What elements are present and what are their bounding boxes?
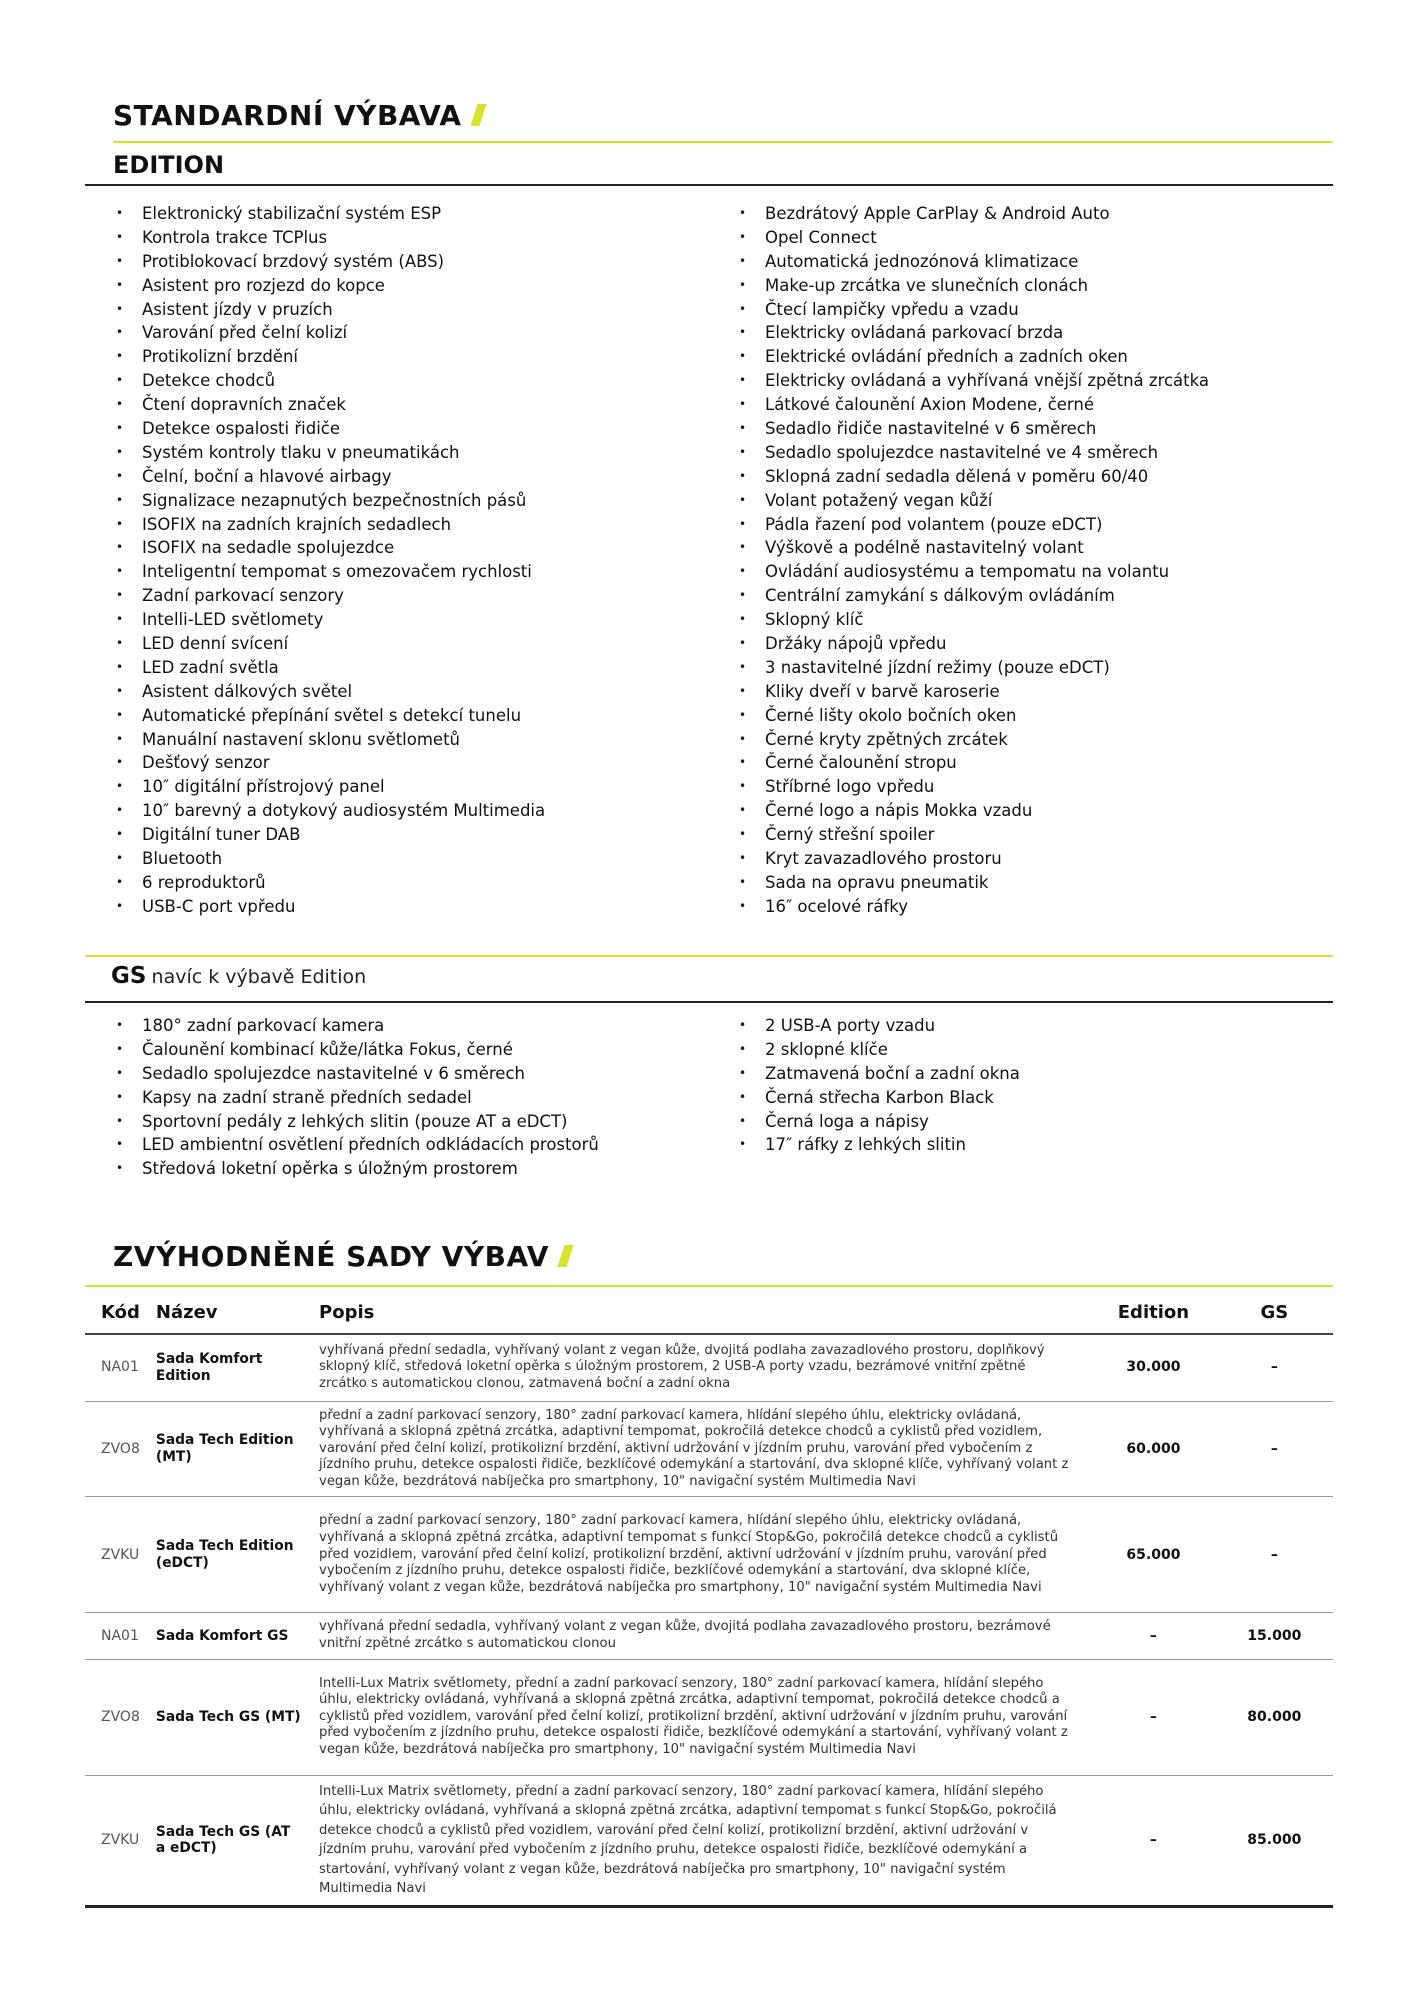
list-item: • Asistent pro rozjezd do kopce (113, 274, 545, 298)
list-item: • Asistent jízdy v pruzích (113, 298, 545, 322)
list-item: • Zatmavená boční a zadní okna (736, 1062, 1020, 1086)
list-item: • Automatické přepínání světel s detekcí tunelu (113, 704, 545, 728)
list-item: • Sada na opravu pneumatik (736, 871, 1209, 895)
list-item: • Čtecí lampičky vpředu a vzadu (736, 298, 1209, 322)
list-item: • Inteligentní tempomat s omezovačem rychlosti (113, 560, 545, 584)
list-item: • 2 sklopné klíče (736, 1038, 1020, 1062)
list-item: • Dešťový senzor (113, 751, 545, 775)
list-item: • Stříbrné logo vpředu (736, 775, 1209, 799)
table-row (85, 1613, 1333, 1659)
row-edition-price: – (1091, 1659, 1215, 1775)
list-item: • 2 USB-A porty vzadu (736, 1014, 1020, 1038)
list-item: • Pádla řazení pod volantem (pouze eDCT) (736, 513, 1209, 537)
packages-title-text: ZVÝHODNĚNÉ SADY VÝBAV (113, 1240, 549, 1273)
row-code: ZVO8 (85, 1659, 140, 1775)
row-edition-price: – (1091, 1775, 1215, 1906)
list-item: • 10″ digitální přístrojový panel (113, 775, 545, 799)
list-item: • Sedadlo spolujezdce nastavitelné v 6 směrech (113, 1062, 599, 1086)
row-desc: vyhřívaná přední sedadla, vyhřívaný volant z vegan kůže, dvojitá podlaha zavazadlového prostoru, bezrámové vnitřní zpětné zrcátko s automatickou clonou (303, 1613, 1091, 1659)
gs-accent-rule (85, 955, 1333, 957)
gs-rule (85, 1001, 1333, 1003)
list-item: • Černé lišty okolo bočních oken (736, 704, 1209, 728)
table-row (85, 1497, 1333, 1613)
list-item: • Systém kontroly tlaku v pneumatikách (113, 441, 545, 465)
gs-list-right (736, 1014, 1020, 1157)
row-desc: vyhřívaná přední sedadla, vyhřívaný volant z vegan kůže, dvojitá podlaha zavazadlového prostoru, doplňkový sklopný klíč, středová loketní opěrka s úložným prostorem, 2 USB-A porty vzadu, bezrámové vnitřní zpětné zrcátko s automatickou clonou, zatmavená boční a zadní okna (303, 1334, 1091, 1401)
list-item: • Elektrické ovládání předních a zadních oken (736, 345, 1209, 369)
table-row (85, 1401, 1333, 1497)
row-name: Sada Tech GS (MT) (140, 1659, 303, 1775)
row-name: Sada Komfort GS (140, 1613, 303, 1659)
row-code: ZVO8 (85, 1401, 140, 1497)
gs-title-text: GS (111, 963, 147, 989)
list-item: • Výškově a podélně nastavitelný volant (736, 536, 1209, 560)
gs-title (111, 963, 366, 989)
row-gs-price: 80.000 (1216, 1659, 1333, 1775)
list-item: • Černá střecha Karbon Black (736, 1086, 1020, 1110)
accent-rule (113, 141, 1333, 143)
list-item: • Ovládání audiosystému a tempomatu na volantu (736, 560, 1209, 584)
list-item: • Černé čalounění stropu (736, 751, 1209, 775)
list-item: • ISOFIX na zadních krajních sedadlech (113, 513, 545, 537)
row-code: ZVKU (85, 1775, 140, 1906)
list-item: • Protiblokovací brzdový systém (ABS) (113, 250, 545, 274)
row-gs-price: 85.000 (1216, 1775, 1333, 1906)
list-item: • Černá loga a nápisy (736, 1110, 1020, 1134)
list-item: • Sportovní pedály z lehkých slitin (pouze AT a eDCT) (113, 1110, 599, 1134)
standard-title-text: STANDARDNÍ VÝBAVA (113, 99, 462, 132)
row-gs-price: – (1216, 1497, 1333, 1613)
list-item: • Bluetooth (113, 847, 545, 871)
accent-slash-icon (470, 104, 486, 126)
list-item: • ISOFIX na sedadle spolujezdce (113, 536, 545, 560)
table-row (85, 1334, 1333, 1401)
list-item: • Sedadlo spolujezdce nastavitelné ve 4 směrech (736, 441, 1209, 465)
list-item: • Černé kryty zpětných zrcátek (736, 728, 1209, 752)
list-item: • 10″ barevný a dotykový audiosystém Multimedia (113, 799, 545, 823)
edition-title: EDITION (113, 151, 225, 179)
list-item: • 3 nastavitelné jízdní režimy (pouze eDCT) (736, 656, 1209, 680)
list-item: • Detekce chodců (113, 369, 545, 393)
list-item: • Elektronický stabilizační systém ESP (113, 202, 545, 226)
row-edition-price: 60.000 (1091, 1401, 1215, 1497)
edition-rule (85, 184, 1333, 186)
list-item: • Signalizace nezapnutých bezpečnostních pásů (113, 489, 545, 513)
standard-title (113, 99, 483, 132)
list-item: • 180° zadní parkovací kamera (113, 1014, 599, 1038)
header-name: Název (155, 1301, 218, 1323)
list-item: • Sklopný klíč (736, 608, 1209, 632)
list-item: • USB-C port vpředu (113, 895, 545, 919)
row-gs-price: – (1216, 1401, 1333, 1497)
list-item: • Elektricky ovládaná a vyhřívaná vnější zpětná zrcátka (736, 369, 1209, 393)
edition-list-right (736, 202, 1209, 919)
row-desc: Intelli-Lux Matrix světlomety, přední a zadní parkovací senzory, 180° zadní parkovací kamera, hlídání slepého úhlu, elektricky ovládaná, vyhřívaná a sklopná zpětná zrcátka, adaptivní tempomat, pokročilá detekce chodců a cyklistů před vozidlem, varování před čelní kolizí, protikolizní brzdění, aktivní udržování v jízdním pruhu, varování před vybočením z jízdního pruhu, detekce ospalosti řidiče, bezklíčové odemykání a startování, vyhřívaný volant z vegan kůže, bezdrátová nabíječka pro smartphony, 10" navigační systém Multimedia Navi (303, 1659, 1091, 1775)
list-item: • Protikolizní brzdění (113, 345, 545, 369)
row-name: Sada Komfort Edition (140, 1334, 303, 1401)
row-edition-price: 65.000 (1091, 1497, 1215, 1613)
packages-title (113, 1240, 570, 1273)
row-code: ZVKU (85, 1497, 140, 1613)
list-item: • Čalounění kombinací kůže/látka Fokus, černé (113, 1038, 599, 1062)
list-item: • Asistent dálkových světel (113, 680, 545, 704)
list-item: • Detekce ospalosti řidiče (113, 417, 545, 441)
row-gs-price: 15.000 (1216, 1613, 1333, 1659)
header-desc: Popis (319, 1301, 375, 1323)
list-item: • Opel Connect (736, 226, 1209, 250)
list-item: • Černý střešní spoiler (736, 823, 1209, 847)
row-edition-price: – (1091, 1613, 1215, 1659)
list-item: • Sedadlo řidiče nastavitelné v 6 směrech (736, 417, 1209, 441)
gs-subtitle: navíc k výbavě Edition (151, 966, 367, 988)
list-item: • 17″ ráfky z lehkých slitin (736, 1133, 1020, 1157)
list-item: • LED ambientní osvětlení předních odkládacích prostorů (113, 1133, 599, 1157)
row-desc: přední a zadní parkovací senzory, 180° zadní parkovací kamera, hlídání slepého úhlu, elektricky ovládaná, vyhřívaná a sklopná zpětná zrcátka, adaptivní tempomat s funkcí Stop&Go, pokročilá detekce chodců a cyklistů před vozidlem, varování před čelní kolizí, protikolizní brzdění, aktivní udržování v jízdním pruhu, varování před vybočením z jízdního pruhu, detekce ospalosti řidiče, bezklíčové odemykání a startování, dva sklopné klíče, vyhřívaný volant z vegan kůže, bezdrátová nabíječka pro smartphony, 10" navigační systém Multimedia Navi (303, 1497, 1091, 1613)
list-item: • Bezdrátový Apple CarPlay & Android Auto (736, 202, 1209, 226)
list-item: • Čelní, boční a hlavové airbagy (113, 465, 545, 489)
list-item: • Čtení dopravních značek (113, 393, 545, 417)
row-gs-price: – (1216, 1334, 1333, 1401)
packages-table (85, 1291, 1333, 1908)
row-code: NA01 (85, 1334, 140, 1401)
table-row (85, 1775, 1333, 1906)
list-item: • Manuální nastavení sklonu světlometů (113, 728, 545, 752)
list-item: • 6 reproduktorů (113, 871, 545, 895)
list-item: • Make-up zrcátka ve slunečních clonách (736, 274, 1209, 298)
row-name: Sada Tech Edition (eDCT) (140, 1497, 303, 1613)
list-item: • Látkové čalounění Axion Modene, černé (736, 393, 1209, 417)
list-item: • Kontrola trakce TCPlus (113, 226, 545, 250)
row-desc: Intelli-Lux Matrix světlomety, přední a zadní parkovací senzory, 180° zadní parkovací kamera, hlídání slepého úhlu, elektricky ovládaná, vyhřívaná a sklopná zpětná zrcátka, adaptivní tempomat s funkcí Stop&Go, pokročilá detekce chodců a cyklistů před vozidlem, varování před čelní kolizí, protikolizní brzdění, aktivní udržování v jízdním pruhu, varování před vybočením z jízdního pruhu, detekce ospalosti řidiče, bezklíčové odemykání a startování, vyhřívaný volant z vegan kůže, bezdrátová nabíječka pro smartphony, 10" navigační systém Multimedia Navi (303, 1775, 1091, 1906)
list-item: • Varování před čelní kolizí (113, 321, 545, 345)
list-item: • 16″ ocelové ráfky (736, 895, 1209, 919)
list-item: • Centrální zamykání s dálkovým ovládáním (736, 584, 1209, 608)
list-item: • Elektricky ovládaná parkovací brzda (736, 321, 1209, 345)
gs-list-left (113, 1014, 599, 1181)
list-item: • Zadní parkovací senzory (113, 584, 545, 608)
list-item: • Středová loketní opěrka s úložným prostorem (113, 1157, 599, 1181)
header-gs: GS (1260, 1301, 1289, 1323)
list-item: • Digitální tuner DAB (113, 823, 545, 847)
packages-accent-rule (85, 1285, 1333, 1287)
list-item: • Držáky nápojů vpředu (736, 632, 1209, 656)
header-code: Kód (101, 1301, 140, 1323)
list-item: • Automatická jednozónová klimatizace (736, 250, 1209, 274)
row-name: Sada Tech GS (AT a eDCT) (140, 1775, 303, 1906)
list-item: • Sklopná zadní sedadla dělená v poměru 60/40 (736, 465, 1209, 489)
accent-slash-icon (557, 1245, 573, 1267)
list-item: • Intelli-LED světlomety (113, 608, 545, 632)
row-code: NA01 (85, 1613, 140, 1659)
list-item: • Kapsy na zadní straně předních sedadel (113, 1086, 599, 1110)
table-header-row (85, 1291, 1333, 1334)
edition-list-left (113, 202, 545, 919)
list-item: • Volant potažený vegan kůží (736, 489, 1209, 513)
row-edition-price: 30.000 (1091, 1334, 1215, 1401)
list-item: • LED zadní světla (113, 656, 545, 680)
list-item: • Kliky dveří v barvě karoserie (736, 680, 1209, 704)
list-item: • Černé logo a nápis Mokka vzadu (736, 799, 1209, 823)
list-item: • LED denní svícení (113, 632, 545, 656)
row-desc: přední a zadní parkovací senzory, 180° zadní parkovací kamera, hlídání slepého úhlu, elektricky ovládaná, vyhřívaná a sklopná zpětná zrcátka, adaptivní tempomat, pokročilá detekce chodců a cyklistů před vozidlem, varování před čelní kolizí, protikolizní brzdění, aktivní udržování v jízdním pruhu, varování před vybočením z jízdního pruhu, detekce ospalosti řidiče, bezklíčové odemykání a startování, dva sklopné klíče, vyhřívaný volant z vegan kůže, bezdrátová nabíječka pro smartphony, 10" navigační systém Multimedia Navi (303, 1401, 1091, 1497)
table-row (85, 1659, 1333, 1775)
row-name: Sada Tech Edition (MT) (140, 1401, 303, 1497)
header-edition: Edition (1117, 1301, 1190, 1323)
list-item: • Kryt zavazadlového prostoru (736, 847, 1209, 871)
